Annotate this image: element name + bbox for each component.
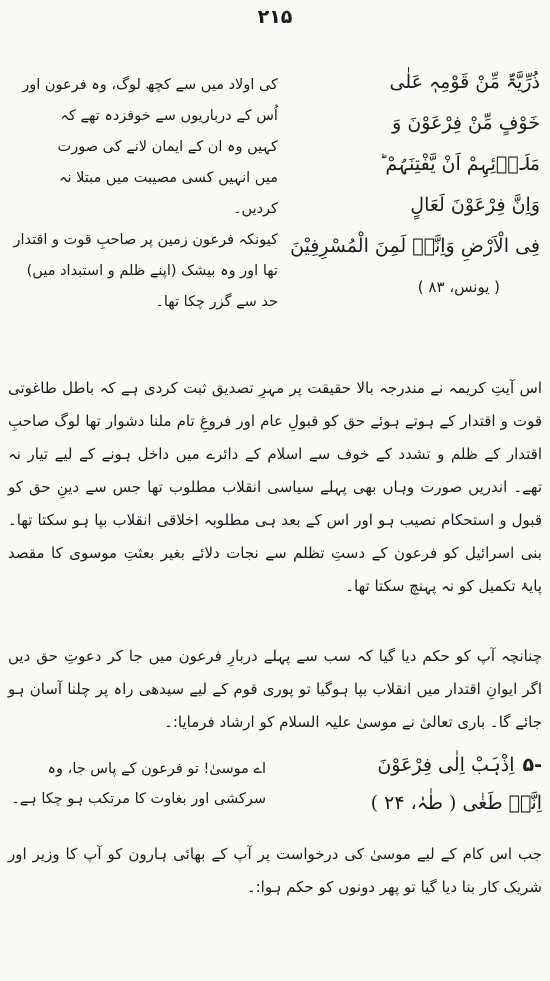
verse-5-translation (8, 746, 266, 828)
body-paragraph: اس آیتِ کریمہ نے مندرجہ بالا حقیقت پر مہرِ تصدیق ثبت کردی ہے کہ باطل طاغوتی قوت و اقتدار کے ہوتے ہوئے حق کو قبولِ عام اور فروغِ تام ملنا دشوار تھا لوگ صاحبِ اقتدار کے ظلم و تشدد کے خوف سے اسلام کے دائرے میں داخل ہونے کے لیے تیار نہ تھے۔ اندریں صورت وہاں بھی پہلے سیاسی انقلاب مطلوب تھا جس سے دینِ حق کو قبول و استحکام نصیب ہو اور اس کے بعد ہی مطلوبہ اخلاقی انقلاب بپا ہو سکتا تھا۔ بنی اسرائیل کو فرعون کے دستِ تظلم سے نجات دلائے بغیر بعثتِ موسوی کا مقصد پایۂ تکمیل کو نہ پہنچ سکتا تھا۔ (8, 379, 542, 595)
verse-5-block (8, 746, 542, 828)
translation-line: تھا اور وہ بیشک (اپنے ظلم و استبداد میں) (26, 263, 278, 279)
arabic-verse (284, 62, 540, 360)
verse-5-arabic (272, 746, 542, 828)
verse-reference: ( یونس، ۸۳ ) (417, 278, 500, 296)
translation-line: کیونکہ فرعون زمین پر صاحبِ قوت و اقتدار (13, 232, 278, 248)
verse-line: مَلَا۟ئِہِمْ اَنْ یَّفْتِنَہُمْ ؕ (379, 153, 540, 175)
verse-translation-block (12, 62, 540, 360)
translation-line: اُس کے درباریوں سے خوفزدہ تھے کہ (60, 108, 278, 124)
verse-line: خَوْفٍ مِّنْ فِرْعَوْنَ وَ (392, 112, 540, 134)
translation-line: حد سے گزر چکا تھا۔ (155, 294, 278, 310)
verse-line: اِنَّہٗ طَغٰی ( طٰہٰ، ۲۴ ) (370, 792, 542, 814)
verse-line: فِی الْاَرْضِ وَاِنَّہٗ لَمِنَ الْمُسْرِفِیْنَ (290, 235, 540, 257)
translation-line: میں انہیں کسی مصیبت میں مبتلا نہ کردیں۔ (59, 170, 278, 217)
translation-line: سرکشی اور بغاوت کا مرتکب ہو چکا ہے۔ (11, 791, 266, 807)
verse-line (272, 746, 542, 784)
translation-line: کی اولاد میں سے کچھ لوگ، وہ فرعون اور (22, 77, 278, 93)
translation-line: کہیں وہ ان کے ایمان لانے کی صورت (57, 139, 278, 155)
verse-line: ذُرِّیَّۃٌ مِّنْ قَوْمِہٖ عَلٰی (389, 71, 540, 93)
verse-number: -۵ (522, 754, 542, 776)
page-number: ۲۱۵ (257, 6, 293, 28)
body-paragraph: چنانچہ آپ کو حکم دیا گیا کہ سب سے پہلے دربارِ فرعون میں جا کر دعوتِ حق دیں اگر ایوانِ اقتدار میں انقلاب بپا ہوگیا تو پوری قوم کے لیے سیدھی راہ پر چلنا آسان ہو جائے گا۔ باری تعالیٰ نے موسیٰ علیہ السلام کو ارشاد فرمایا:۔ (8, 647, 542, 731)
verse-text: اِذْہَبْ اِلٰی فِرْعَوْنَ (377, 754, 515, 776)
body-paragraph: جب اس کام کے لیے موسیٰ کی درخواست پر آپ کے بھائی ہارون کو آپ کا وزیر اور شریک کار بنا دیا گیا تو پھر دونوں کو حکم ہوا:۔ (8, 845, 542, 896)
urdu-translation (12, 62, 278, 360)
translation-line: اے موسیٰ! تو فرعون کے پاس جا، وہ (47, 761, 266, 777)
verse-line: وَاِنَّ فِرْعَوْنَ لَعَالٍ (410, 194, 540, 216)
